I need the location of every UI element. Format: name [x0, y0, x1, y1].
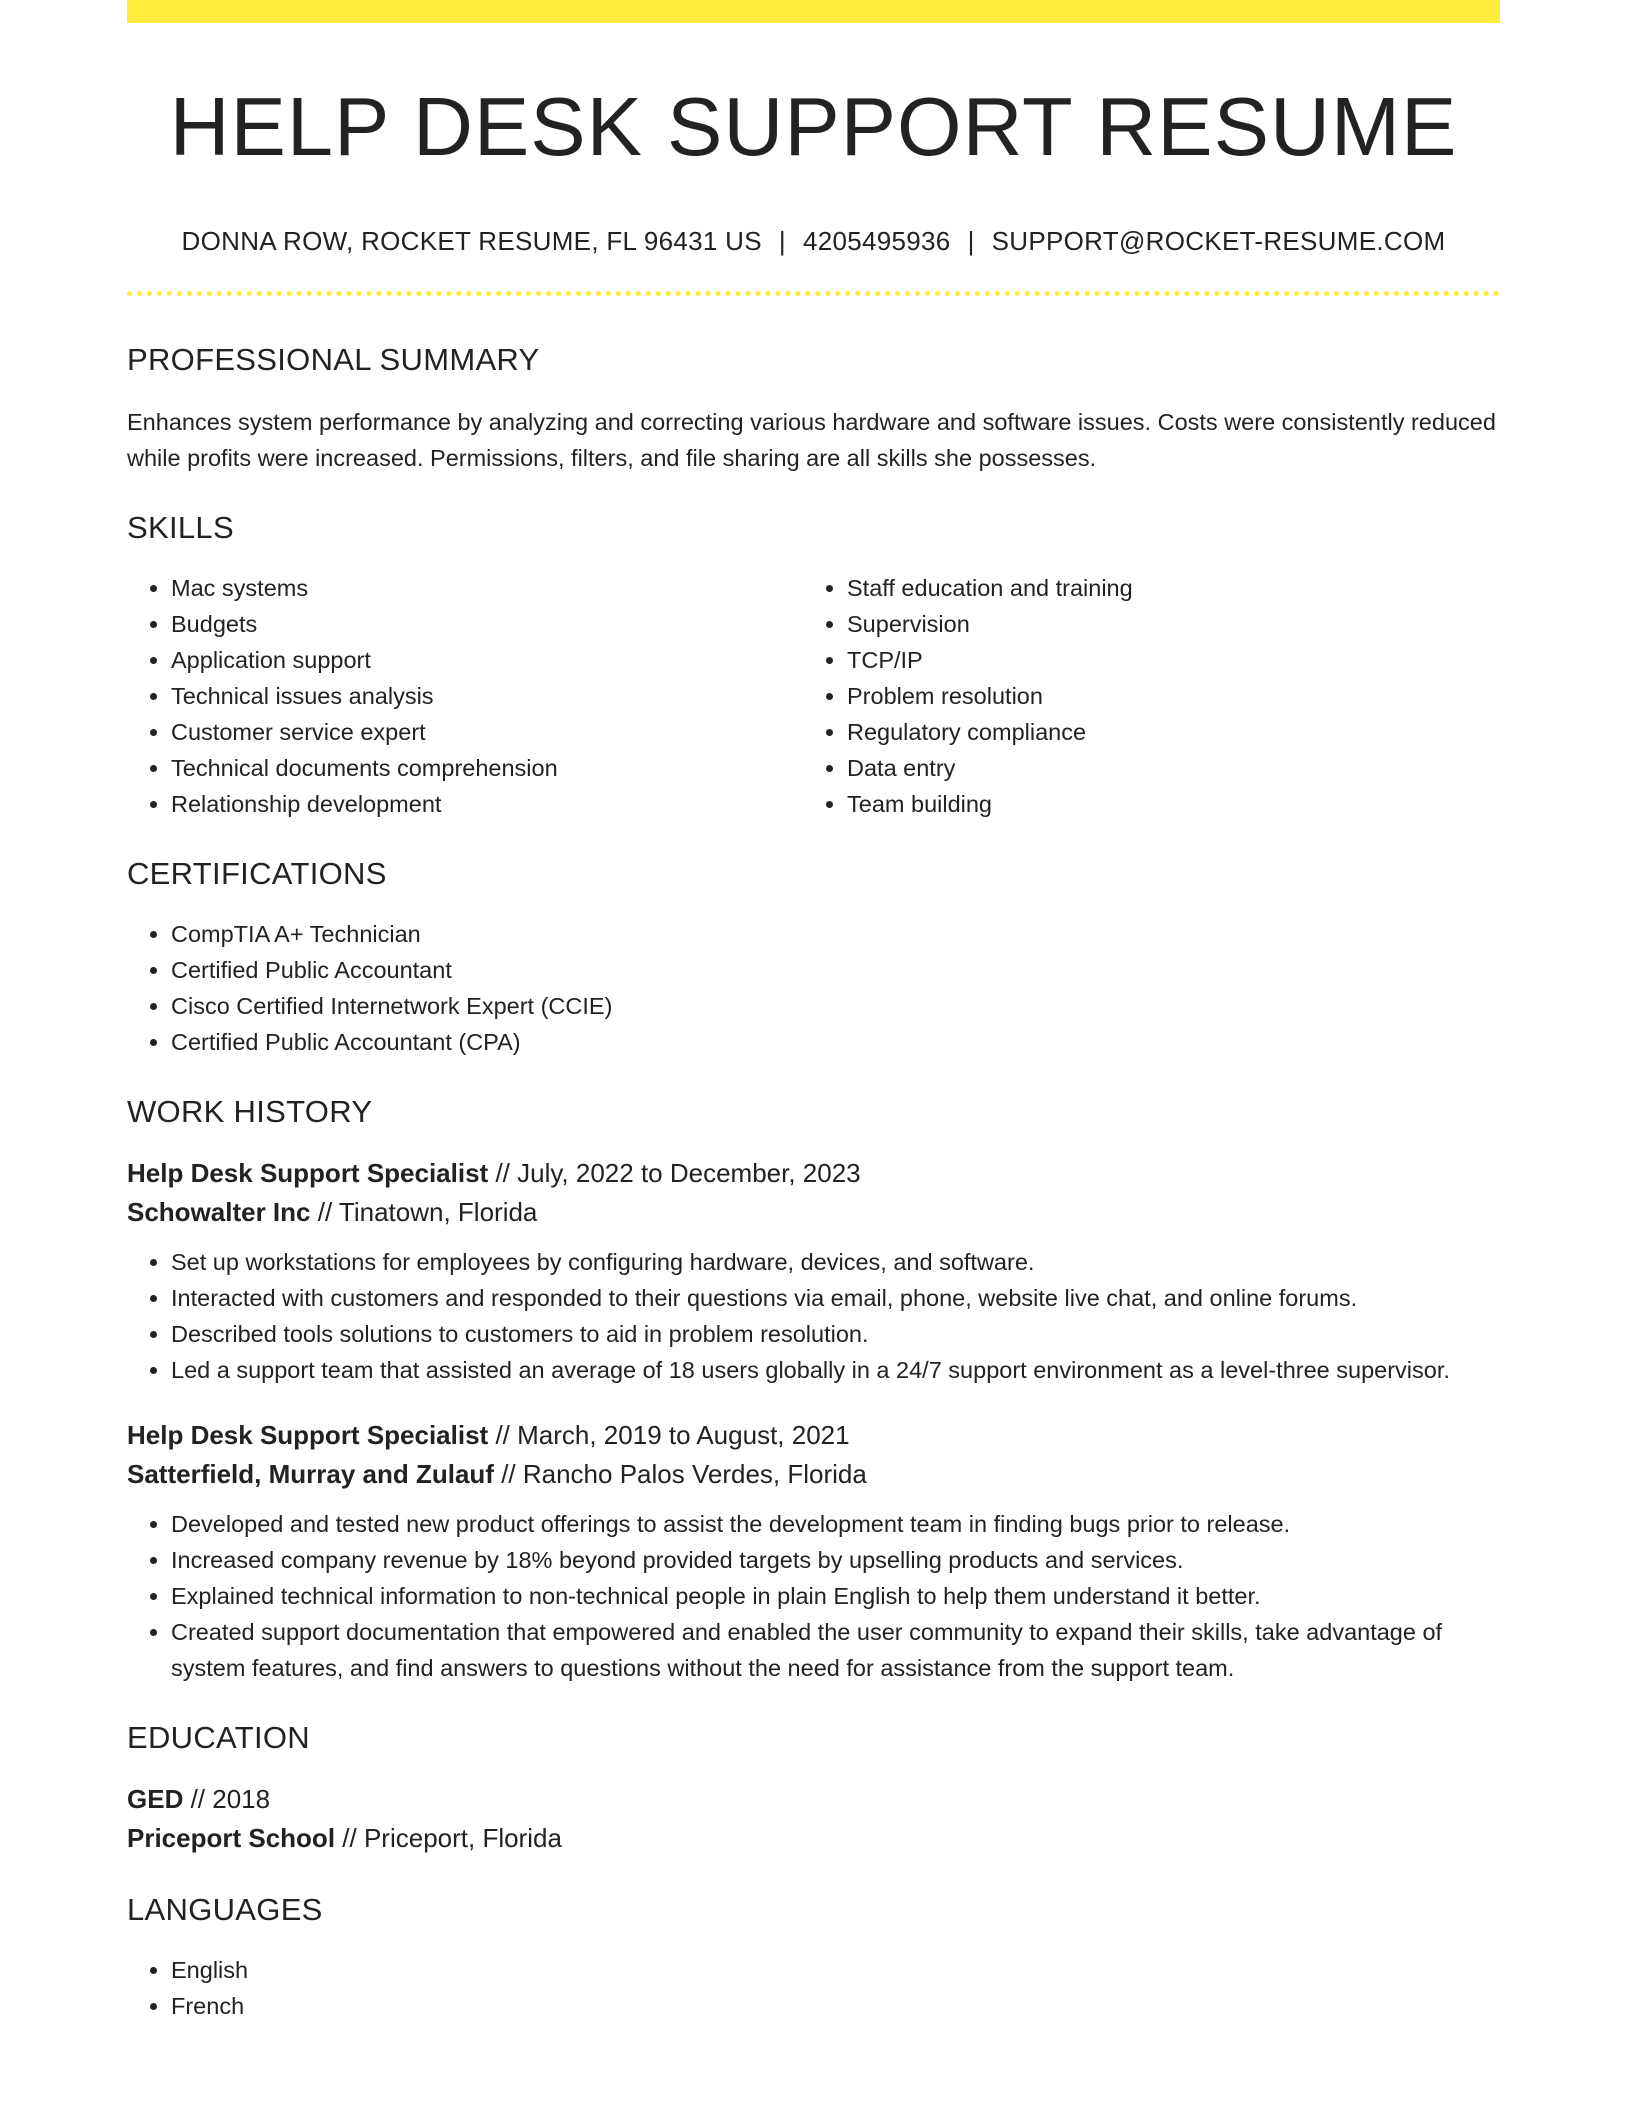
skill-item: • Staff education and training — [847, 570, 1479, 606]
job-company: Schowalter Inc — [127, 1197, 311, 1227]
education-year: // 2018 — [190, 1784, 271, 1814]
certification-item: • CompTIA A+ Technician — [171, 916, 1500, 952]
job-dates: // July, 2022 to December, 2023 — [495, 1158, 861, 1188]
skill-item: • Application support — [171, 642, 803, 678]
education-school: Priceport School — [127, 1823, 336, 1853]
summary-text: Enhances system performance by analyzing and correcting various hardware and software issues. Costs were consistently reduced while profits were increased. Permissions, filters, and file sharing are all skills she possesses. — [127, 409, 1496, 471]
education-location: // Priceport, Florida — [342, 1823, 562, 1853]
contact-separator: | — [778, 226, 786, 256]
certifications-list — [127, 916, 1500, 1060]
job-bullets — [127, 1244, 1500, 1388]
contact-email: SUPPORT@ROCKET-RESUME.COM — [991, 226, 1446, 256]
certifications-heading: CERTIFICATIONS — [127, 856, 387, 891]
job-bullet: • Described tools solutions to customers to aid in problem resolution. — [171, 1316, 1500, 1352]
certification-item: • Certified Public Accountant — [171, 952, 1500, 988]
skill-item: • Mac systems — [171, 570, 803, 606]
languages-heading: LANGUAGES — [127, 1892, 323, 1927]
job-bullet: • Led a support team that assisted an average of 18 users globally in a 24/7 support environment as a level-three supervisor. — [171, 1352, 1500, 1388]
skills-columns — [127, 570, 1500, 822]
skill-item: • Budgets — [171, 606, 803, 642]
job-entry — [127, 1416, 1500, 1686]
skills-column-left — [127, 570, 803, 822]
job-company-line — [127, 1455, 1500, 1494]
resume-page — [127, 0, 1500, 2024]
job-location: // Tinatown, Florida — [317, 1197, 538, 1227]
certification-item: • Cisco Certified Internetwork Expert (CCIE) — [171, 988, 1500, 1024]
skill-item: • Problem resolution — [847, 678, 1479, 714]
job-title-line — [127, 1416, 1500, 1455]
job-bullet: • Created support documentation that empowered and enabled the user community to expand their skills, take advantage of system features, and find answers to questions without the need for assistance from the support team. — [171, 1614, 1500, 1686]
contact-separator: | — [967, 226, 975, 256]
certification-item: • Certified Public Accountant (CPA) — [171, 1024, 1500, 1060]
skills-heading: SKILLS — [127, 510, 234, 545]
job-title: Help Desk Support Specialist — [127, 1158, 489, 1188]
skill-item: • TCP/IP — [847, 642, 1479, 678]
job-bullet: • Increased company revenue by 18% beyond provided targets by upselling products and services. — [171, 1542, 1500, 1578]
skill-item: • Team building — [847, 786, 1479, 822]
skill-item: • Supervision — [847, 606, 1479, 642]
job-bullet: • Developed and tested new product offerings to assist the development team in finding bugs prior to release. — [171, 1506, 1500, 1542]
skill-item: • Customer service expert — [171, 714, 803, 750]
job-company: Satterfield, Murray and Zulauf — [127, 1459, 494, 1489]
contact-line — [127, 226, 1500, 257]
job-entry — [127, 1154, 1500, 1388]
skill-item: • Technical issues analysis — [171, 678, 803, 714]
contact-address: DONNA ROW, ROCKET RESUME, FL 96431 US — [181, 226, 762, 256]
education-school-line — [127, 1819, 1500, 1858]
skill-item: • Data entry — [847, 750, 1479, 786]
job-company-line — [127, 1193, 1500, 1232]
job-title: Help Desk Support Specialist — [127, 1420, 489, 1450]
language-item: • English — [171, 1952, 1500, 1988]
job-dates: // March, 2019 to August, 2021 — [495, 1420, 850, 1450]
job-bullet: • Set up workstations for employees by configuring hardware, devices, and software. — [171, 1244, 1500, 1280]
skill-item: • Technical documents comprehension — [171, 750, 803, 786]
contact-phone: 4205495936 — [802, 226, 951, 256]
job-location: // Rancho Palos Verdes, Florida — [501, 1459, 867, 1489]
education-degree-line — [127, 1780, 1500, 1819]
languages-list — [127, 1952, 1500, 2024]
education-entry — [127, 1780, 1500, 1858]
top-accent-bar — [127, 0, 1500, 23]
job-bullet: • Explained technical information to non-technical people in plain English to help them understand it better. — [171, 1578, 1500, 1614]
summary-heading: PROFESSIONAL SUMMARY — [127, 342, 540, 377]
job-bullet: • Interacted with customers and responded to their questions via email, phone, website live chat, and online forums. — [171, 1280, 1500, 1316]
dotted-divider — [127, 291, 1500, 296]
work-history-heading: WORK HISTORY — [127, 1094, 373, 1129]
education-heading: EDUCATION — [127, 1720, 310, 1755]
skill-item: • Relationship development — [171, 786, 803, 822]
job-bullets — [127, 1506, 1500, 1686]
skills-column-right — [803, 570, 1479, 822]
education-degree: GED — [127, 1784, 184, 1814]
resume-title: HELP DESK SUPPORT RESUME — [169, 80, 1458, 173]
language-item: • French — [171, 1988, 1500, 2024]
job-title-line — [127, 1154, 1500, 1193]
skill-item: • Regulatory compliance — [847, 714, 1479, 750]
